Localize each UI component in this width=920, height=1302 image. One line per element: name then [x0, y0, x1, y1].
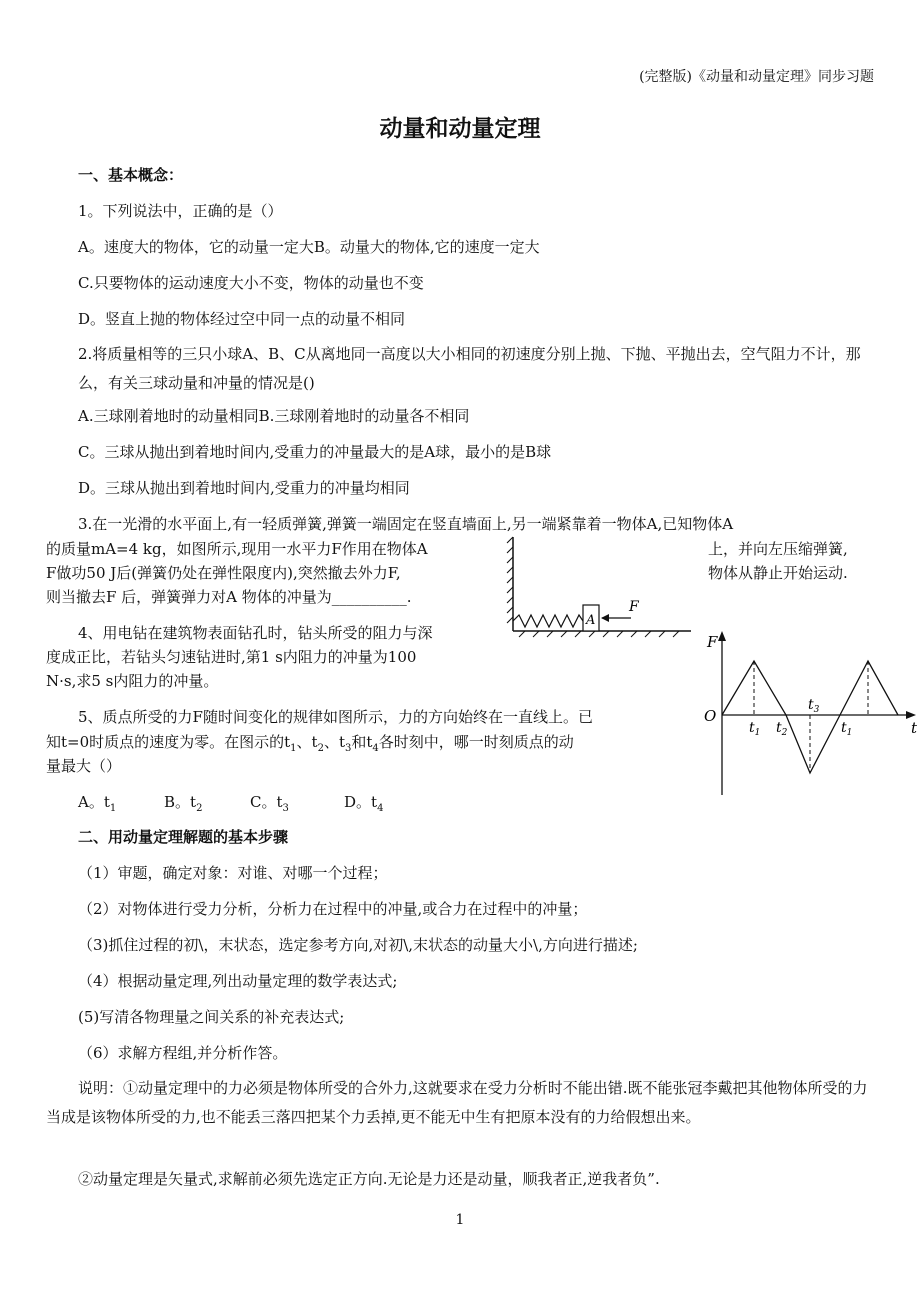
q2-option-d: D。三球从抛出到着地时间内,受重力的冲量均相同 [78, 479, 410, 497]
note-1: 说明：①动量定理中的力必须是物体所受的合外力,这就要求在受力分析时不能出错.既不能张冠李戴把其他物体所受的力当成是该物体所受的力,也不能丢三落四把某个力丢掉,更不能无中生有把原本没有的力给假想出来。 [46, 1079, 868, 1126]
section-heading-basic-concepts: 一、基本概念： [78, 166, 184, 184]
section-heading-steps: 二、用动量定理解题的基本步骤 [78, 828, 289, 846]
step-4: （4）根据动量定理,列出动量定理的数学表达式; [78, 972, 398, 990]
q2-option-c: C。三球从抛出到着地时间内,受重力的冲量最大的是A球，最小的是B球 [78, 443, 552, 461]
q5-option-b[interactable]: B。$t_2$ [164, 793, 203, 814]
page-number: 1 [455, 1212, 465, 1228]
spring [513, 615, 583, 627]
q5-line3: 量最大（） [46, 757, 122, 775]
step-1: （1）审题，确定对象：对谁、对哪一个过程； [78, 864, 388, 882]
tick-t1: $t_1$ [749, 720, 761, 738]
q3-line1: 3.在一光滑的水平面上,有一轻质弹簧,弹簧一端固定在竖直墙面上,另一端紧靠着一物体A,已知物体A [78, 515, 734, 533]
block-a-label: A [586, 613, 596, 628]
step-3: （3)抓住过程的初\，末状态，选定参考方向,对初\,末状态的动量大小\,方向进行描述; [78, 936, 638, 954]
q5-option-c[interactable]: C。$t_3$ [250, 793, 289, 814]
q1-options-ab: A。速度大的物体，它的动量一定大B。动量大的物体,它的速度一定大 [78, 238, 540, 256]
force-time-graph [700, 625, 920, 800]
q4-line2: 度成正比，若钻头匀速钻进时,第1 s内阻力的冲量为100 [46, 648, 417, 666]
y-axis-label: F [707, 633, 718, 651]
step-6: （6）求解方程组,并分析作答。 [78, 1044, 288, 1062]
page-header: (完整版)《动量和动量定理》同步习题 [639, 69, 874, 85]
note-2: ②动量定理是矢量式,求解前必须先选定正方向.无论是力还是动量，顺我者正,逆我者负”. [78, 1170, 660, 1188]
q5-line1: 5、质点所受的力F随时间变化的规律如图所示，力的方向始终在一直线上。已 [78, 708, 593, 726]
q3-line3-left: F做功50 J后(弹簧仍处在弹性限度内),突然撤去外力F, [46, 564, 401, 582]
x-axis-label: t [911, 719, 918, 737]
q1-stem: 1。下列说法中，正确的是（） [78, 202, 283, 220]
origin-label: O [704, 707, 717, 725]
q1-option-d: D。竖直上抛的物体经过空中同一点的动量不相同 [78, 310, 406, 328]
tick-t2: $t_2$ [776, 720, 788, 738]
q4-line3: N·s,求5 s内阻力的冲量。 [46, 672, 219, 690]
q5-option-a[interactable]: A。$t_1$ [78, 793, 117, 814]
step-2: （2）对物体进行受力分析，分析力在过程中的冲量,或合力在过程中的冲量； [78, 900, 588, 918]
tick-t4: $t_1$ [841, 720, 853, 738]
tick-t3: $t_3$ [808, 697, 820, 715]
q1-option-c: C.只要物体的运动速度大小不变，物体的动量也不变 [78, 274, 424, 292]
q3-line2-right: 上，并向左压缩弹簧, [708, 540, 848, 558]
q3-line4: 则当撤去F 后，弹簧弹力对A 物体的冲量为__________. [46, 588, 412, 606]
force-label: F [629, 599, 639, 615]
document-title: 动量和动量定理 [379, 116, 541, 142]
q5-option-d[interactable]: D。$t_4$ [344, 793, 384, 814]
spring-block-figure [505, 535, 695, 645]
q2-stem: 2.将质量相等的三只小球A、B、C从离地同一高度以大小相同的初速度分别上抛、下抛、平抛出去，空气阻力不计，那么，有关三球动量和冲量的情况是() [78, 345, 861, 392]
step-5: (5)写清各物理量之间关系的补充表达式; [78, 1008, 345, 1026]
q3-line2-left: 的质量mA=4 kg，如图所示,现用一水平力F作用在物体A [46, 540, 428, 558]
q4-line1: 4、用电钻在建筑物表面钻孔时，钻头所受的阻力与深 [78, 624, 433, 642]
q2-options-ab: A.三球刚着地时的动量相同B.三球刚着地时的动量各不相同 [78, 407, 470, 425]
q5-line2: 知t=0时质点的速度为零。在图示的$t_1$、$t_2$、$t_3$和$t_4$各时刻中，哪一时刻质点的动 [46, 733, 574, 754]
q3-line3-right: 物体从静止开始运动. [708, 564, 848, 582]
